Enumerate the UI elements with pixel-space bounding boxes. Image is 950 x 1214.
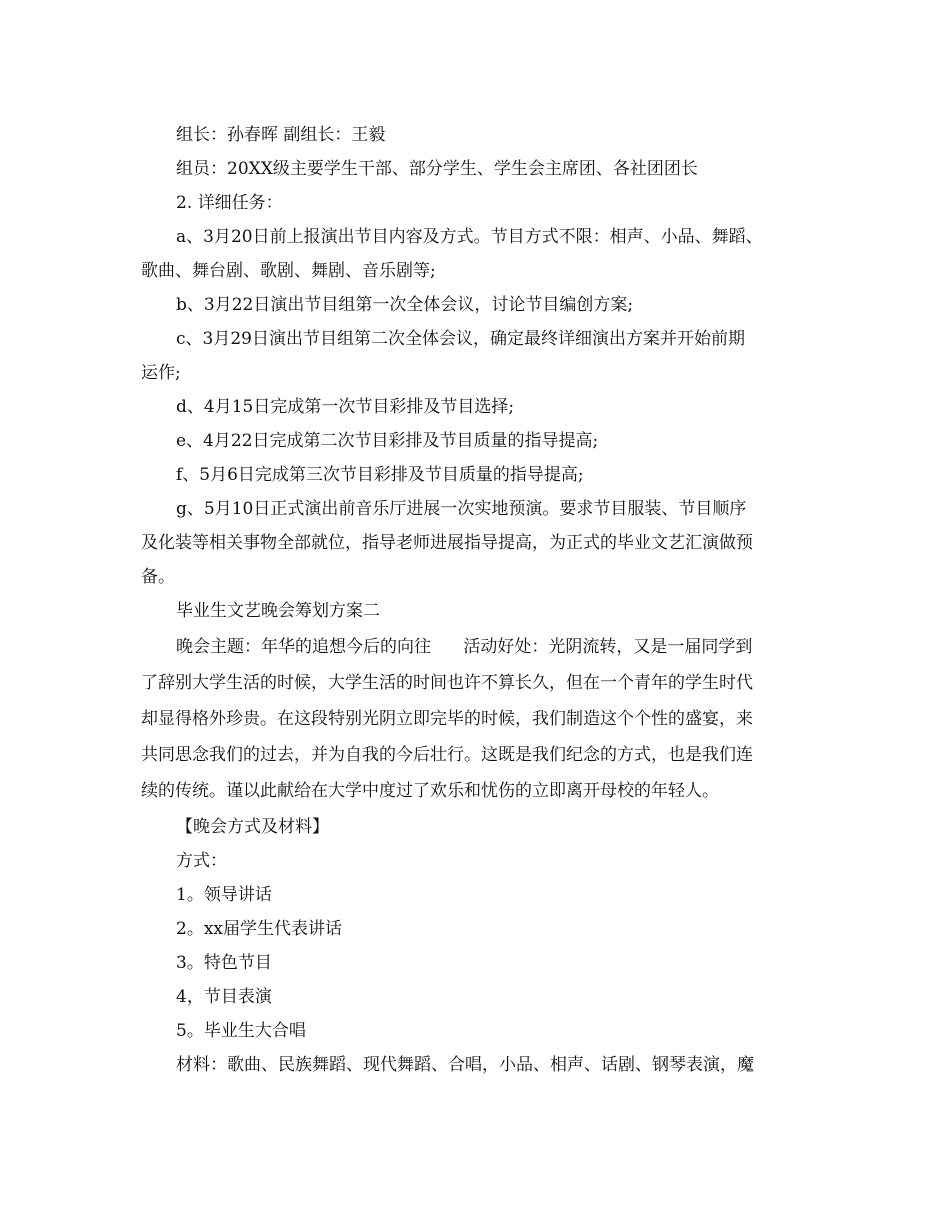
list-item: 5。毕业生大合唱 bbox=[176, 1021, 306, 1041]
text-line: d、4月15日完成第一次节目彩排及节目选择; bbox=[176, 397, 515, 417]
list-item: 1。领导讲话 bbox=[176, 885, 272, 905]
text-line: b、3月22日演出节目组第一次全体会议，讨论节目编创方案; bbox=[176, 295, 634, 315]
text-line: a、3月20日前上报演出节目内容及方式。节目方式不限：相声、小品、舞蹈、 bbox=[176, 227, 763, 247]
text-line: g、5月10日正式演出前音乐厅进展一次实地预演。要求节目服装、节目顺序 bbox=[176, 499, 747, 519]
text-line: c、3月29日演出节目组第二次全体会议，确定最终详细演出方案并开始前期 bbox=[176, 329, 745, 349]
text-line: 组长：孙春晖 副组长：王毅 bbox=[176, 125, 386, 145]
text-line: 晚会主题：年华的追想今后的向往 活动好处：光阴流转，又是一届同学到 bbox=[176, 637, 753, 657]
text-line: 及化装等相关事物全部就位，指导老师进展指导提高，为正式的毕业文艺汇演做预 bbox=[141, 533, 753, 553]
list-item: 4，节目表演 bbox=[176, 987, 272, 1007]
text-line: 材料：歌曲、民族舞蹈、现代舞蹈、合唱，小品、相声、话剧、钢琴表演，魔 bbox=[176, 1055, 754, 1075]
section-heading: 毕业生文艺晚会筹划方案二 bbox=[176, 601, 380, 621]
text-line: 共同思念我们的过去，并为自我的今后壮行。这既是我们纪念的方式，也是我们连 bbox=[141, 745, 753, 765]
text-line: 2. 详细任务： bbox=[176, 193, 283, 213]
text-line: 组员：20XX级主要学生干部、部分学生、学生会主席团、各社团团长 bbox=[176, 159, 698, 179]
text-line: 歌曲、舞台剧、歌剧、舞剧、音乐剧等; bbox=[141, 261, 436, 281]
text-line: 备。 bbox=[141, 567, 175, 587]
section-heading: 【晚会方式及材料】 bbox=[176, 817, 329, 837]
text-line: 方式： bbox=[176, 851, 227, 871]
text-line: 续的传统。谨以此献给在大学中度过了欢乐和忧伤的立即离开母校的年轻人。 bbox=[141, 781, 719, 801]
list-item: 2。xx届学生代表讲话 bbox=[176, 919, 342, 939]
text-line: 运作; bbox=[141, 363, 181, 383]
text-line: e、4月22日完成第二次节目彩排及节目质量的指导提高; bbox=[176, 431, 599, 451]
text-line: f、5月6日完成第三次节目彩排及节目质量的指导提高; bbox=[176, 465, 584, 485]
list-item: 3。特色节目 bbox=[176, 953, 272, 973]
text-line: 了辞别大学生活的时候，大学生活的时间也许不算长久，但在一个青年的学生时代 bbox=[141, 673, 753, 693]
text-line: 却显得格外珍贵。在这段特别光阴立即完毕的时候，我们制造这个个性的盛宴，来 bbox=[141, 709, 753, 729]
